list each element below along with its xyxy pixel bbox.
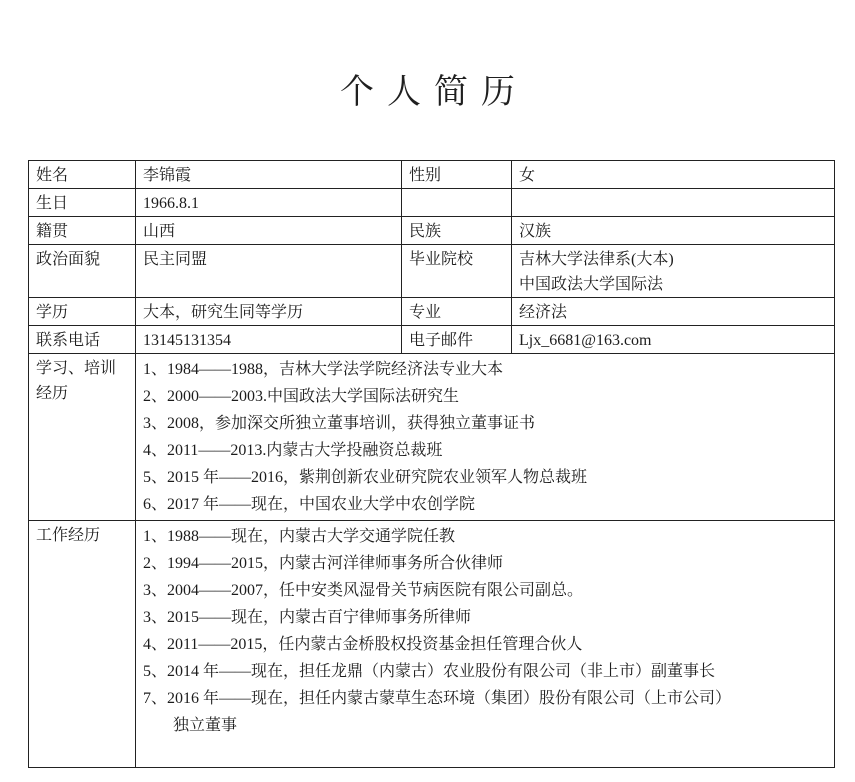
email-value: Ljx_6681@163.com <box>512 326 835 354</box>
gender-label: 性别 <box>402 161 512 189</box>
email-label: 电子邮件 <box>402 326 512 354</box>
empty-cell <box>402 189 512 217</box>
gender-value: 女 <box>512 161 835 189</box>
ethnicity-value: 汉族 <box>512 217 835 245</box>
work-item: 4、2011——2015，任内蒙古金桥股权投资基金担任管理合伙人 <box>143 636 583 653</box>
page-title: 个人简历 <box>340 74 528 111</box>
work-item: 3、2004——2007，任中安类风湿骨关节病医院有限公司副总。 <box>143 582 584 599</box>
ethnicity-label: 民族 <box>402 217 512 245</box>
study-history-label-line2: 经历 <box>36 385 69 402</box>
native-place-value: 山西 <box>136 217 402 245</box>
phone-value: 13145131354 <box>136 326 402 354</box>
study-item: 3、2008，参加深交所独立董事培训，获得独立董事证书 <box>143 415 536 432</box>
work-history-label: 工作经历 <box>29 521 136 768</box>
study-item: 2、2000——2003.中国政法大学国际法研究生 <box>143 388 460 405</box>
graduate-school-value <box>512 245 835 298</box>
work-item: 3、2015——现在，内蒙古百宁律师事务所律师 <box>143 609 472 626</box>
row-political-school <box>29 245 835 298</box>
education-label: 学历 <box>29 298 136 326</box>
political-status-label: 政治面貌 <box>29 245 136 298</box>
row-native-ethnic <box>29 217 835 245</box>
work-item: 5、2014 年——现在，担任龙鼎（内蒙古）农业股份有限公司（非上市）副董事长 <box>143 663 716 680</box>
study-history-list <box>136 354 835 521</box>
row-work-history <box>29 521 835 768</box>
political-status-value: 民主同盟 <box>136 245 402 298</box>
study-item: 1、1984——1988，吉林大学法学院经济法专业大本 <box>143 361 504 378</box>
row-birthday <box>29 189 835 217</box>
work-history-list <box>136 521 835 768</box>
resume-table <box>28 160 835 768</box>
work-item: 独立董事 <box>173 717 238 734</box>
graduate-school-label: 毕业院校 <box>402 245 512 298</box>
study-history-label <box>29 354 136 521</box>
empty-cell <box>512 189 835 217</box>
row-name-gender <box>29 161 835 189</box>
birthday-value: 1966.8.1 <box>136 189 402 217</box>
row-phone-email <box>29 326 835 354</box>
education-value: 大本，研究生同等学历 <box>136 298 402 326</box>
work-item: 1、1988——现在，内蒙古大学交通学院任教 <box>143 528 456 545</box>
name-label: 姓名 <box>29 161 136 189</box>
study-item: 6、2017 年——现在，中国农业大学中农创学院 <box>143 496 476 513</box>
major-value: 经济法 <box>512 298 835 326</box>
phone-label: 联系电话 <box>29 326 136 354</box>
study-history-label-line1: 学习、培训 <box>36 360 117 377</box>
row-education-major <box>29 298 835 326</box>
work-item: 2、1994——2015，内蒙古河洋律师事务所合伙律师 <box>143 555 504 572</box>
native-place-label: 籍贯 <box>29 217 136 245</box>
study-item: 5、2015 年——2016，紫荆创新农业研究院农业领军人物总裁班 <box>143 469 588 486</box>
work-item: 7、2016 年——现在，担任内蒙古蒙草生态环境（集团）股份有限公司（上市公司） <box>143 690 732 707</box>
graduate-school-line1: 吉林大学法律系(大本) <box>519 251 674 268</box>
major-label: 专业 <box>402 298 512 326</box>
name-value: 李锦霞 <box>136 161 402 189</box>
study-item: 4、2011——2013.内蒙古大学投融资总裁班 <box>143 442 443 459</box>
birthday-label: 生日 <box>29 189 136 217</box>
row-study-history <box>29 354 835 521</box>
graduate-school-line2: 中国政法大学国际法 <box>519 276 664 293</box>
